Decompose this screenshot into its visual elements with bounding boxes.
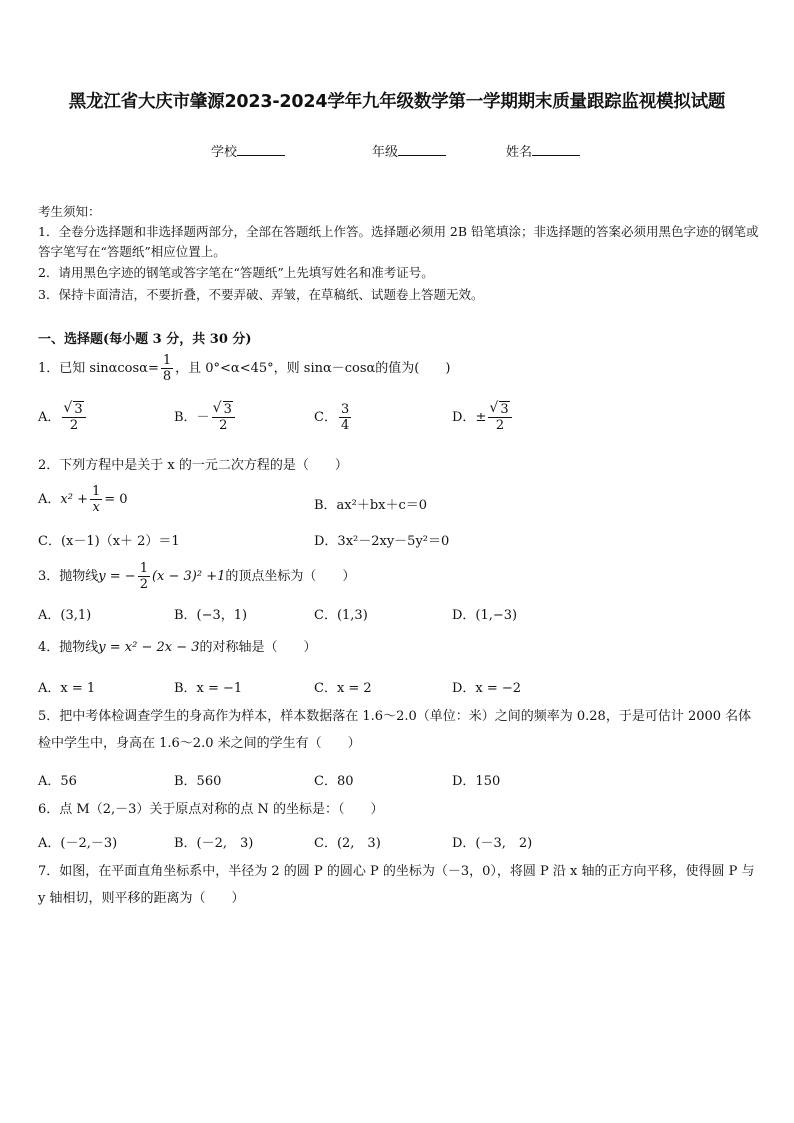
q1-c-label: C． — [314, 410, 337, 425]
q1-b-fraction — [212, 402, 235, 433]
q1-a-fraction — [62, 402, 85, 433]
grade-blank — [398, 143, 446, 156]
q1-option-b — [174, 402, 237, 433]
q1-c-den: 4 — [340, 418, 350, 433]
question-6: 6．点 M（2,－3）关于原点对称的点 N 的坐标是：（ ） — [38, 802, 384, 817]
q3-option-d: D．(1,−3) — [452, 608, 518, 623]
q3-suffix: 的顶点坐标为（ ） — [225, 569, 356, 584]
q1-b-sign: － — [196, 410, 210, 425]
q2-a-label: A． — [38, 492, 61, 507]
q1-a-den: 2 — [69, 418, 79, 433]
q3-frac-num: 1 — [139, 561, 148, 576]
q5-option-c: C．80 — [314, 774, 354, 789]
q6-option-d: D．(－3, 2) — [452, 836, 533, 851]
q2-a-fraction — [90, 484, 102, 515]
q2-a-den: x — [92, 500, 100, 515]
q3-fraction — [138, 561, 150, 592]
q4-suffix: 的对称轴是（ ） — [199, 640, 317, 655]
page-title: 黑龙江省大庆市肇源2023-2024学年九年级数学第一学期期末质量跟踪监视模拟试题 — [68, 92, 726, 112]
section-heading: 一、选择题(每小题 3 分，共 30 分) — [38, 332, 252, 347]
q4-option-a: A．x = 1 — [38, 681, 96, 696]
q2-option-a — [38, 484, 128, 515]
q2-a-left: x² + — [60, 492, 88, 507]
q5-option-a: A．56 — [38, 774, 77, 789]
q4-expr: y = x² − 2x − 3 — [98, 640, 200, 655]
q1-option-a — [38, 402, 88, 433]
q4-option-c: C．x = 2 — [314, 681, 372, 696]
q6-option-a: A．(－2,－3) — [38, 836, 118, 851]
school-field — [211, 141, 285, 160]
q1-frac-num: 1 — [162, 353, 172, 368]
q1-a-radicand: 3 — [74, 402, 83, 417]
q2-option-c: C．(x－1)（x＋ 2）＝1 — [38, 534, 180, 549]
grade-label: 年级 — [372, 145, 399, 160]
q1-frac-den: 8 — [162, 369, 172, 384]
name-label: 姓名 — [506, 145, 533, 160]
q1-a-label: A． — [38, 410, 61, 425]
q5-option-b: B．560 — [174, 774, 222, 789]
question-2: 2．下列方程中是关于 x 的一元二次方程的是（ ） — [38, 458, 348, 473]
q1-d-den: 2 — [495, 418, 505, 433]
q4-prefix: 4．抛物线 — [38, 640, 99, 655]
q1-suffix: ，且 0°<α<45°，则 sinα－cosα的值为( ) — [175, 361, 451, 376]
q5-option-d: D．150 — [452, 774, 501, 789]
q3-expr-right: (x − 3)² +1 — [151, 569, 226, 584]
q1-b-sqrt — [214, 402, 233, 417]
q3-option-a: A．(3,1) — [38, 608, 92, 623]
q1-a-sqrt — [64, 402, 83, 417]
q6-option-c: C．(2, 3) — [314, 836, 381, 851]
q1-option-c — [314, 402, 353, 433]
q6-option-b: B．(－2, 3) — [174, 836, 254, 851]
question-5: 5．把中考体检调查学生的身高作为样本，样本数据落在 1.6～2.0（单位：米）之间的频率为 0.28，于是可估计 2000 名体检中学生中，身高在 1.6～2.0 米之间的学生有（ ） — [38, 709, 752, 751]
q2-option-b: B．ax²＋bx＋c＝0 — [314, 498, 428, 513]
q3-option-c: C．(1,3) — [314, 608, 368, 623]
notice-heading: 考生须知： — [38, 204, 101, 219]
notice-item-2: 2．请用黑色字迹的钢笔或答字笔在“答题纸”上先填写姓名和准考证号。 — [38, 265, 434, 280]
q3-expr-left: y = − — [98, 569, 136, 584]
q1-d-sqrt — [490, 402, 509, 417]
q1-d-label: D． — [452, 410, 476, 425]
q3-prefix: 3．抛物线 — [38, 569, 99, 584]
q1-b-label: B． — [174, 410, 197, 425]
q1-c-fraction — [339, 402, 351, 433]
name-blank — [532, 143, 580, 156]
question-3 — [38, 561, 355, 592]
q2-option-d: D．3x²－2xy－5y²＝0 — [314, 534, 450, 549]
question-4 — [38, 635, 317, 660]
grade-field — [372, 141, 446, 160]
q3-option-b: B．(−3，1) — [174, 608, 248, 623]
notice-item-3: 3．保持卡面清洁，不要折叠，不要弄破、弄皱，在草稿纸、试题卷上答题无效。 — [38, 287, 484, 302]
q1-prefix: 1．已知 sinαcosα= — [38, 361, 159, 376]
q3-frac-den: 2 — [139, 577, 148, 592]
q1-d-radicand: 3 — [500, 402, 509, 417]
q4-option-d: D．x = −2 — [452, 681, 522, 696]
q1-b-radicand: 3 — [223, 402, 232, 417]
notice-item-1: 1．全卷分选择题和非选择题两部分，全部在答题纸上作答。选择题必须用 2B 铅笔填涂；非选择题的答案必须用黑色字迹的钢笔或答字笔写在“答题纸”相应位置上。 — [38, 224, 759, 259]
q1-fraction — [161, 353, 173, 384]
name-field — [506, 141, 580, 160]
question-1 — [38, 353, 450, 384]
q1-d-fraction — [488, 402, 511, 433]
q2-a-right: = 0 — [104, 492, 128, 507]
question-7: 7．如图，在平面直角坐标系中，半径为 2 的圆 P 的圆心 P 的坐标为（－3，0），将圆 P 沿 x 轴的正方向平移，使得圆 P 与 y 轴相切，则平移的距离为（ ） — [38, 864, 755, 906]
q2-a-num: 1 — [91, 484, 101, 499]
q1-option-d — [452, 402, 514, 433]
q1-c-num: 3 — [340, 402, 350, 417]
q4-option-b: B．x = −1 — [174, 681, 243, 696]
school-label: 学校 — [211, 145, 238, 160]
q1-d-sign: ± — [475, 410, 487, 425]
q1-b-den: 2 — [219, 418, 228, 433]
school-blank — [237, 143, 285, 156]
